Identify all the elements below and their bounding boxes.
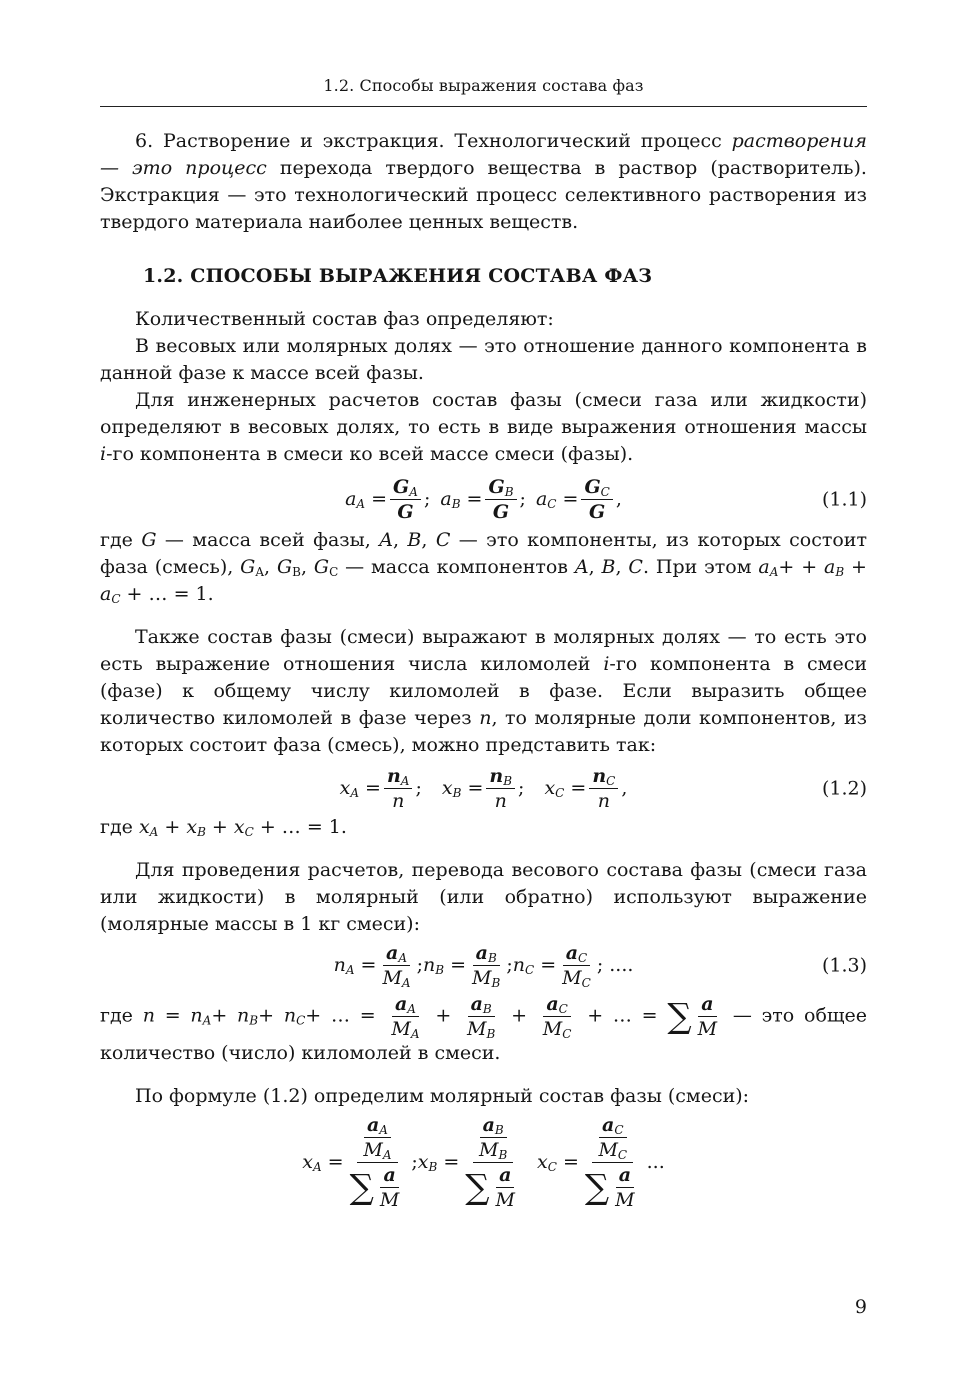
paragraph-intro: Количественный состав фаз определяют:: [135, 308, 554, 330]
section-heading: 1.2. СПОСОБЫ ВЫРАЖЕНИЯ СОСТАВА ФАЗ: [143, 265, 653, 287]
paragraph-fractions: В весовых или молярных долях — это отношение данного компонента в данной фазе к массе всей фазы.: [100, 335, 867, 384]
equation-molar-composition: $x_A$ = $\frac{a_A}{M_A}$ ∑ $\frac{a}{M}$ ; $x_B$ = $\frac{a_B}{M_B}$ ∑ $\frac{a}{M}$ $x_C$ = $\frac{a_C}{M_C}$ ∑ $\frac{a}{M}$ ...: [302, 1114, 665, 1211]
paragraph-weight-fractions: Для инженерных расчетов состав фазы (смеси газа или жидкости) определяют в весовых долях, то есть в виде выражения отношения массы i-го компонента в смеси ко всей массе смеси (фазы).: [100, 389, 867, 465]
equation-1-3: $n_A$ = $\frac{a_A}{M_A}$ ; $n_B$ = $\frac{a_B}{M_B}$ ; $n_C$ = $\frac{a_C}{M_C}$ ; .... (1.3): [333, 942, 867, 990]
page-number: 9: [854, 1296, 867, 1318]
running-head: 1.2. Способы выражения состава фаз: [323, 76, 644, 95]
paragraph-dissolution: 6. Растворение и экстракция. Технологический процесс растворения — это процесс перехода твердого вещества в раствор (растворитель). Экстракция — это технологический процесс селективного растворения из твердого материала наиболее ценных веществ.: [100, 130, 867, 233]
equation-number: (1.3): [821, 954, 867, 976]
paragraph-formula-ref: По формуле (1.2) определим молярный состав фазы (смеси):: [135, 1085, 750, 1107]
paragraph-total-moles: где $n = n_A+ n_B+ n_C+$ … = $\frac{a_A}{M_A}$ + $\frac{a_B}{M_B}$ + $\frac{a_C}{M_C}$ + … = ∑ $\frac{a}{M}$ — это общее количество (число) киломолей в смеси.: [100, 993, 868, 1064]
equation-1-1: $a_A$ = $\frac{G_A}{G}$ ; $a_B$ = $\frac{G_B}{G}$ ; $a_C$ = $\frac{G_C}{G}$ , (1.1): [345, 476, 867, 523]
main-text: [100, 128, 867, 1211]
header-divider: [100, 106, 867, 107]
equation-number: (1.2): [821, 777, 867, 799]
paragraph-conversion: Для проведения расчетов, перевода весового состава фазы (смеси газа или жидкости) в молярный (или обратно) используют выражение (молярные массы в 1 кг смеси):: [100, 859, 867, 935]
equation-number: (1.1): [821, 488, 867, 510]
paragraph-molar-sum: где $x_A + x_B + x_C$ + … = 1.: [100, 816, 347, 839]
equation-1-2: $x_A$ = $\frac{n_A}{n}$ ; $x_B$ = $\frac{n_B}{n}$ ; $x_C$ = $\frac{n_C}{n}$ , (1.2): [339, 765, 867, 812]
paragraph-mass-definition: где G — масса всей фазы, A, B, C — это компоненты, из которых состоит фаза (смесь), $G_A$, $G_B$, $G_C$ — масса компонентов A, B, C. При этом $a_A+ + a_B + a_C$ + … = 1.: [100, 529, 867, 606]
paragraph-molar-fractions: Также состав фазы (смеси) выражают в молярных долях — то есть это есть выражение отношения числа киломолей i-го компонента в смеси (фазе) к общему числу киломолей в фазе. Если выразить общее количество киломолей в фазе через n, то молярные доли компонентов, из которых состоит фаза (смесь), можно представить так:: [100, 626, 867, 756]
